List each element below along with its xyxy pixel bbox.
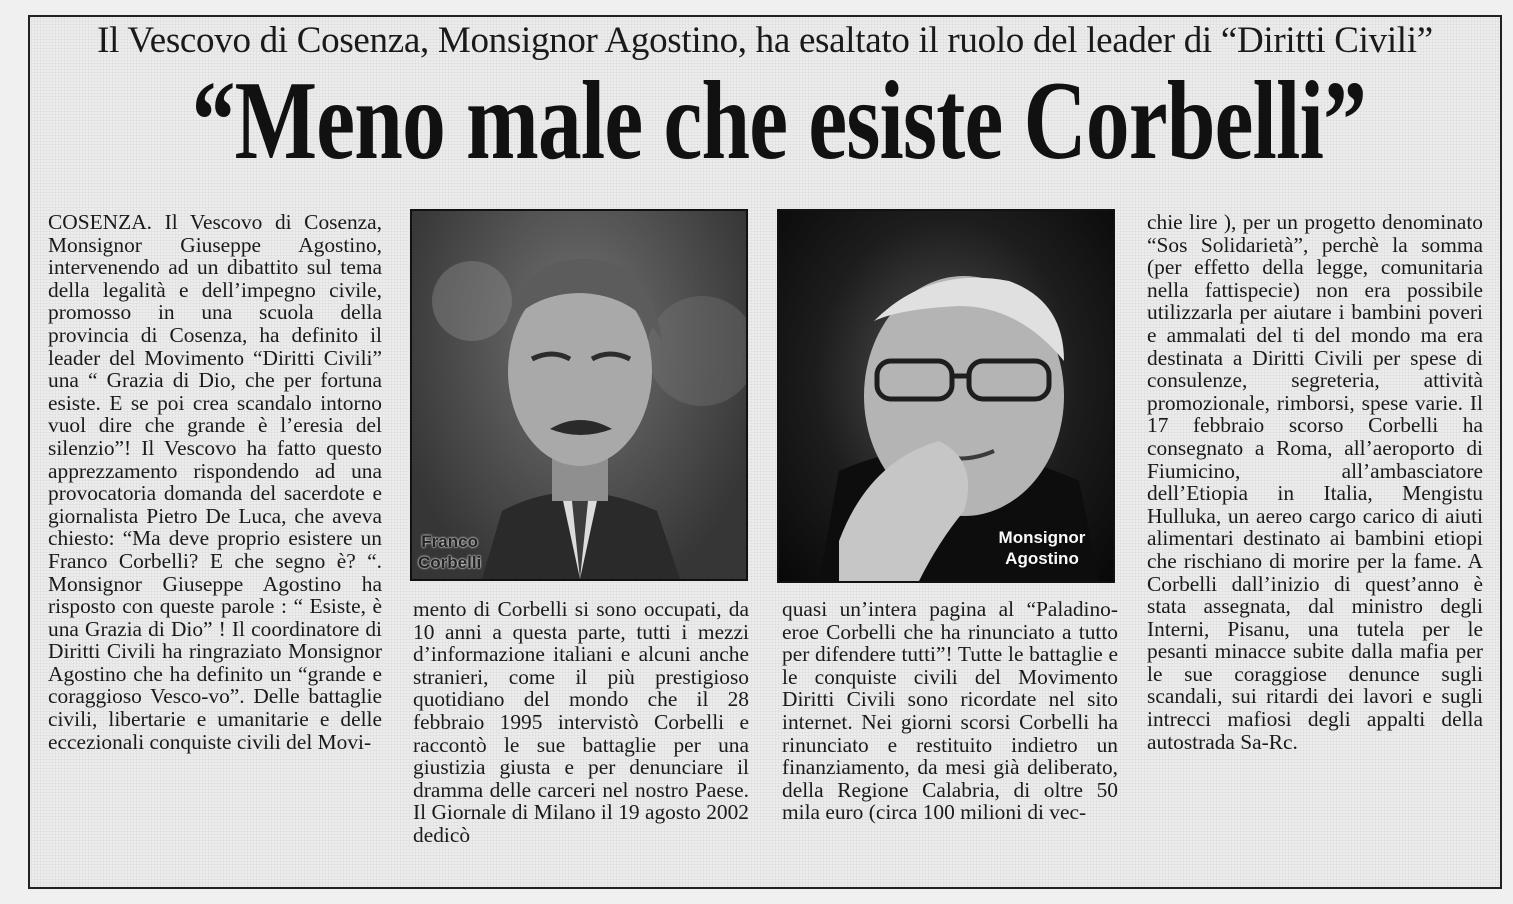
article-column-2: mento di Corbelli si sono occupati, da 10 anni a questa parte, tutti i mezzi d’informazione italiani e alcuni anche stranieri, come il più prestigioso quotidiano del mondo che il 28 febbraio 1995 intervistò Corbelli e raccontò le sue battaglie per una giustizia giusta e per denunciare il dramma delle carceri nel nostro Paese. Il Giornale di Milano il 19 agosto 2002 dedicò	[413, 597, 749, 847]
article-frame	[28, 15, 1502, 889]
caption-line-surname: Agostino	[1005, 549, 1079, 568]
portrait-bishop-glasses-image	[779, 211, 1113, 581]
article-column-1: COSENZA. Il Vescovo di Cosenza, Monsignor Giuseppe Agostino, intervenendo ad un dibattito sul tema della legalità e dell’impegno civile, promosso in una scuola della provincia di Cosenza, ha definito il leader del Movimento “Diritti Civili” una “ Grazia di Dio, che per fortuna esiste. E se poi crea scandalo intorno vuol dire che grande è l’eresia del silenzio”! Il Vescovo ha fatto questo apprezzamento rispondendo ad una provocatoria domanda del sacerdote e giornalista Pietro De Luca, che aveva chiesto: “Ma deve proprio esistere un Franco Corbelli? E che segno è? “. Monsignor Giuseppe Agostino ha risposto con queste parole : “ Esiste, è una Grazia di Dio” ! Il coordinatore di Diritti Civili ha ringraziato Monsignor Agostino che ha definito un “grande e coraggioso Vesco-vo”. Delle battaglie civili, libertarie e umanitarie e delle eccezionali conquiste civili del Movi-	[48, 210, 382, 754]
article-kicker: Il Vescovo di Cosenza, Monsignor Agostino, ha esaltato il ruolo del leader di “Diritti Civili”	[97, 20, 1433, 61]
caption-line-first-name: Franco	[421, 532, 478, 551]
photo-caption-monsignor-agostino	[977, 527, 1107, 569]
photo-franco-corbelli	[410, 209, 748, 581]
portrait-man-moustache-image	[412, 211, 746, 579]
photo-caption-franco-corbelli	[418, 531, 481, 573]
photo-monsignor-agostino	[777, 209, 1115, 583]
article-column-4: chie lire ), per un progetto denominato “Sos Solidarietà”, perchè la somma (per effetto della legge, comunitaria nella fattispecie) non era possibile utilizzarla per aiutare i bambini poveri e ammalati del ti del mondo ma era destinata a Diritti Civili per spese di consulenze, segreteria, attività promozionale, rimborsi, spese varie. Il 17 febbraio scorso Corbelli ha consegnato a Roma, all’aeroporto di Fiumicino, all’ambasciatore dell’Etiopia in Italia, Mengistu Hulluka, un aereo cargo carico di aiuti alimentari destinato ai bambini etiopi che rischiano di morire per la fame. A Corbelli dall’inizio di quest’anno è stata assegnata, dal ministro degli Interni, Pisanu, una tutela per le pesanti minacce subite dalla mafia per le sue coraggiose denunce sugli scandali, sui ritardi dei lavori e sugli intrecci mafiosi degli appalti della autostrada Sa-Rc.	[1147, 210, 1483, 754]
caption-line-title: Monsignor	[998, 528, 1086, 547]
article-headline: “Meno male che esiste Corbelli”	[191, 59, 1366, 183]
article-column-3: quasi un’intera pagina al “Paladino-eroe Corbelli che ha rinunciato a tutto per difendere tutti”! Tutte le battaglie e le conquiste civili del Movimento Diritti Civili sono ricordate nel sito internet. Nei giorni scorsi Corbelli ha rinunciato e restituito indietro un finanziamento, da mesi già deliberato, della Regione Calabria, di oltre 50 mila euro (circa 100 milioni di vec-	[782, 597, 1118, 825]
caption-line-last-name: Corbelli	[418, 553, 482, 572]
